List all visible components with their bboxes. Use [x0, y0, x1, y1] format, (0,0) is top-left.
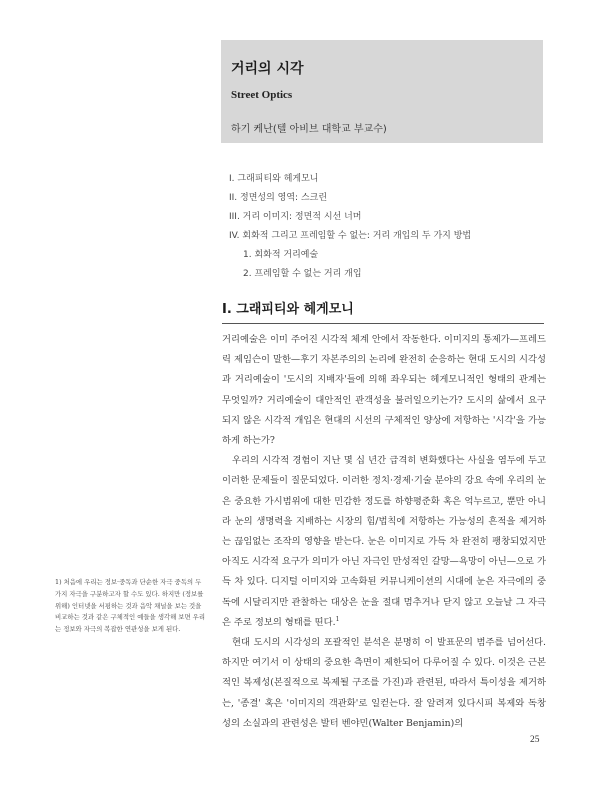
body-text [222, 330, 546, 734]
paragraph: 거리예술은 이미 주어진 시각적 체계 안에서 작동한다. 이미지의 통제가—프레드릭 제임슨이 말한—후기 자본주의의 논리에 완전히 순응하는 현대 도시의 시각성과 거리예술이 '도시의 지배자'들에 의해 좌우되는 헤게모니적인 형태의 관계는 무엇일까? 거리예술이 대안적인 관객성을 불러일으키는가? 도시의 삶에서 요구되지 않은 시각적 개입은 현대의 시선의 구체적인 양상에 저항하는 '시각'을 가능하게 하는가? [222, 334, 546, 447]
toc-item: III. 거리 이미지: 정면적 시선 너머 [229, 212, 362, 222]
toc-item: II. 정면성의 영역: 스크린 [229, 193, 328, 203]
title-box [221, 40, 543, 143]
toc-subitem: 2. 프레임할 수 없는 거리 개입 [243, 269, 362, 279]
section-heading: I. 그래피티와 헤게모니 [222, 298, 544, 324]
footnote: 1) 처음에 우리는 정보·중독과 단순한 자극 중독의 두 가지 자극을 구분하고자 할 수도 있다. 하지만 (정보를 위해) 인터넷을 서핑하는 것과 음악 채널을 보는 것을 비교하는 것과 같은 구체적인 예들을 생각해 보면 우리는 정보와 자극의 복잡한 연관성을 보게 된다. [55, 578, 206, 634]
article-title: 거리의 시각 [231, 61, 304, 77]
footnote-ref[interactable]: 1 [335, 615, 340, 623]
paragraph [222, 451, 546, 633]
author-line: 하기 케난(텔 아비브 대학교 부교수) [231, 124, 387, 135]
table-of-contents [229, 170, 549, 284]
toc-subitem: 1. 회화적 거리예술 [243, 250, 319, 260]
toc-item: I. 그래피티와 헤게모니 [229, 174, 319, 184]
page-number: 25 [530, 735, 540, 745]
paragraph: 현대 도시의 시각성의 포괄적인 분석은 분명히 이 발표문의 범주를 넘어선다. 하지만 여기서 이 상태의 중요한 측면이 제한되어 다루어질 수 있다. 이것은 근본적인 복제성(본질적으로 복제될 구조를 가진)과 관련된, 따라서 특이성을 제거하는, '종결' 혹은 '이미지의 객관화'로 일컫는다. 잘 알려져 있다시피 복제와 독창성의 소실과의 관련성은 발터 벤야민(Walter Benjamin)의 [222, 637, 546, 729]
article-subtitle: Street Optics [231, 89, 293, 101]
paragraph-text: 우리의 시각적 경험이 지난 몇 십 년간 급격히 변화했다는 사실을 염두에 두고 이러한 문제들이 질문되었다. 이러한 정치·경제·기술 분야의 강요 속에 우리의 눈은 중요한 가시범위에 대한 민감한 정도를 하향평준화 혹은 억누르고, 뿐만 아니라 눈의 생명력을 지배하는 시장의 힘/법칙에 저항하는 가능성의 흔적을 제거하는 끊임없는 조작의 영향을 받는다. 눈은 이미지로 가득 차 완전히 팽창되었지만 아직도 시각적 요구가 의미가 아닌 자극인 만성적인 갈망—욕망이 아닌—으로 가득 차 있다. 디지털 이미지와 고속화된 커뮤니케이션의 시대에 눈은 자극에의 중독에 시달리지만 관찰하는 대상은 눈을 절대 멈추거나 닫지 않고 오늘날 그 자극은 주로 정보의 형태를 띤다. [222, 455, 546, 628]
toc-item: IV. 회화적 그리고 프레임할 수 없는: 거리 개입의 두 가지 방법 [229, 231, 472, 241]
